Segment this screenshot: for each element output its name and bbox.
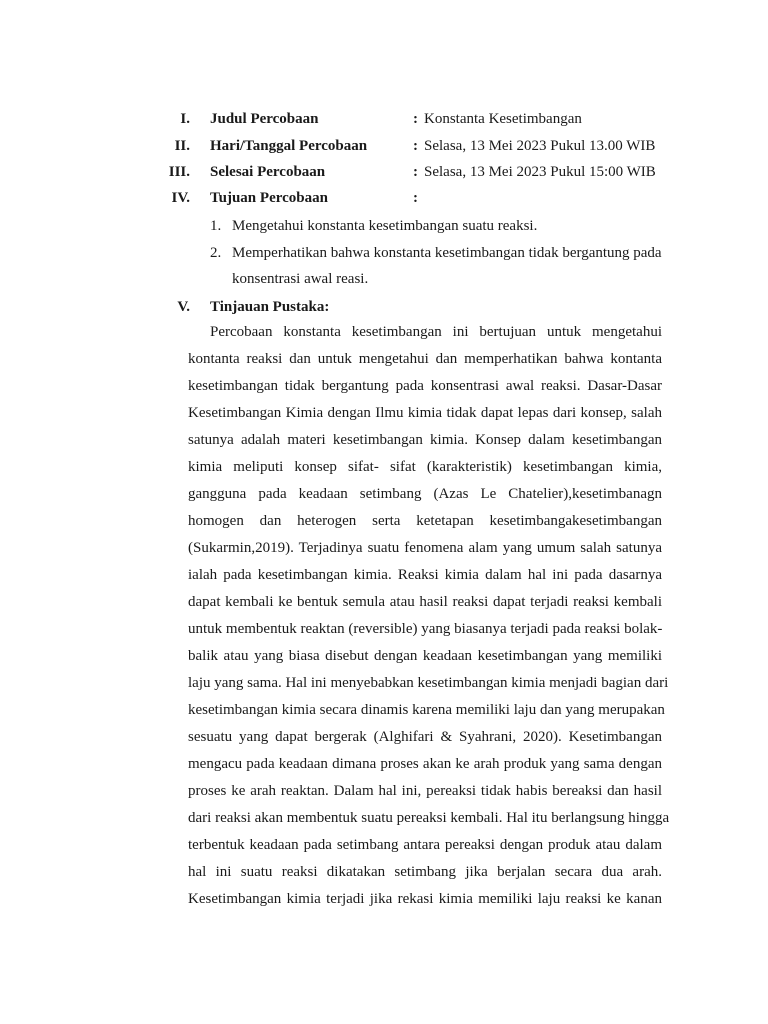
paragraph-line: laju yang sama. Hal ini menyebabkan kesetimbangan kimia menjadi bagian dari — [188, 675, 669, 691]
paragraph-line: proses ke arah reaktan. Dalam hal ini, pereaksi tidak habis bereaksi dan hasil — [188, 783, 662, 799]
section-numeral: III. — [168, 164, 190, 180]
paragraph-line: kimia meliputi konsep sifat- sifat (karakteristik) kesetimbangan kimia, — [188, 459, 662, 475]
header-row-finish — [0, 160, 768, 184]
header-row-review — [0, 295, 768, 319]
paragraph-line: satunya adalah materi kesetimbangan kimia. Konsep dalam kesetimbangan — [188, 432, 662, 448]
paragraph-line: Percobaan konstanta kesetimbangan ini bertujuan untuk mengetahui — [210, 324, 662, 340]
paragraph-line: kesetimbangan kimia secara dinamis karena memiliki laju dan yang merupakan — [188, 702, 665, 718]
paragraph-line: (Sukarmin,2019). Terjadinya suatu fenomena alam yang umum salah satunya — [188, 540, 662, 556]
section-value: Selasa, 13 Mei 2023 Pukul 15:00 WIB — [424, 164, 656, 180]
objective-number: 1. — [210, 218, 222, 234]
header-row-objective — [0, 186, 768, 210]
paragraph-line: sesuatu yang dapat bergerak (Alghifari & Syahrani, 2020). Kesetimbangan — [188, 729, 662, 745]
section-label: Tinjauan Pustaka: — [210, 299, 330, 315]
colon: : — [413, 190, 418, 206]
section-numeral: IV. — [171, 190, 190, 206]
header-row-title — [0, 107, 768, 131]
paragraph-line: terbentuk keadaan pada setimbang antara pereaksi dengan produk atau dalam — [188, 837, 662, 853]
colon: : — [413, 138, 418, 154]
paragraph-line: homogen dan heterogen serta ketetapan kesetimbangakesetimbangan — [188, 513, 662, 529]
colon: : — [413, 111, 418, 127]
objective-item — [210, 240, 662, 292]
colon: : — [413, 164, 418, 180]
paragraph-line: kontanta reaksi dan untuk mengetahui dan memperhatikan bahwa kontanta — [188, 351, 662, 367]
section-numeral: I. — [180, 111, 190, 127]
section-label: Judul Percobaan — [210, 111, 319, 127]
paragraph-line: untuk membentuk reaktan (reversible) yang biasanya terjadi pada reaksi bolak- — [188, 621, 663, 637]
paragraph-line: dapat kembali ke bentuk semula atau hasil reaksi dapat terjadi reaksi kembali — [188, 594, 662, 610]
objective-text: Mengetahui konstanta kesetimbangan suatu reaksi. — [232, 218, 538, 234]
header-row-date — [0, 134, 768, 158]
paragraph-line: gangguna pada keadaan setimbang (Azas Le Chatelier),kesetimbanagn — [188, 486, 662, 502]
section-value: Konstanta Kesetimbangan — [424, 111, 582, 127]
section-value: Selasa, 13 Mei 2023 Pukul 13.00 WIB — [424, 138, 656, 154]
paragraph-line: mengacu pada keadaan dimana proses akan ke arah produk yang sama dengan — [188, 756, 662, 772]
paragraph-line: Kesetimbangan Kimia dengan Ilmu kimia tidak dapat lepas dari konsep, salah — [188, 405, 662, 421]
section-label: Tujuan Percobaan — [210, 190, 328, 206]
section-numeral: II. — [174, 138, 190, 154]
paragraph-line: ialah pada kesetimbangan kimia. Reaksi kimia dalam hal ini pada dasarnya — [188, 567, 662, 583]
paragraph-line: dari reaksi akan membentuk suatu pereaksi kembali. Hal itu berlangsung hingga — [188, 810, 670, 826]
objective-item — [210, 213, 662, 239]
paragraph-line: kesetimbangan tidak bergantung pada konsentrasi awal reaksi. Dasar-Dasar — [188, 378, 662, 394]
objective-text: Memperhatikan bahwa konstanta kesetimbangan tidak bergantung pada konsentrasi awal reasi. — [232, 245, 662, 287]
section-label: Hari/Tanggal Percobaan — [210, 138, 368, 154]
objective-number: 2. — [210, 245, 222, 261]
section-label: Selesai Percobaan — [210, 164, 326, 180]
paragraph-line: balik atau yang biasa disebut dengan keadaan kesetimbangan yang memiliki — [188, 648, 662, 664]
paragraph-line: hal ini suatu reaksi dikatakan setimbang jika berjalan secara dua arah. — [188, 864, 662, 880]
paragraph-line: Kesetimbangan kimia terjadi jika rekasi kimia memiliki laju reaksi ke kanan — [188, 891, 662, 907]
section-numeral: V. — [177, 299, 190, 315]
literature-review-paragraph — [188, 319, 670, 913]
